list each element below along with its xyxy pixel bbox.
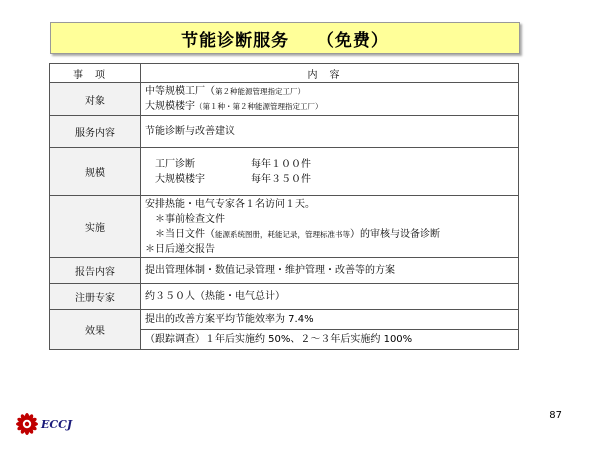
eccj-logo [16, 413, 72, 435]
impl-line1: 安排热能・电气专家各１名访问１天。 [145, 198, 315, 210]
title-main: 节能诊断服务 [181, 30, 290, 51]
row-label: 对象 [50, 83, 141, 116]
eccj-logo-icon [16, 413, 38, 435]
target-line2-note: （第１种・第２种能源管理指定工厂） [195, 102, 323, 111]
table-row-report [50, 258, 519, 284]
header-item: 事项 [50, 64, 141, 83]
table-row-service [50, 116, 519, 148]
row-content: 节能诊断与改善建议 [141, 116, 519, 148]
row-content [141, 148, 519, 196]
impl-line4: ＊日后递交报告 [145, 243, 215, 255]
table-row-scale [50, 148, 519, 196]
impl-line2: ＊事前检查文件 [155, 213, 225, 225]
page-title [50, 22, 520, 54]
row-content: 约３５０人（热能・电气总计） [141, 284, 519, 310]
row-content: 提出的改善方案平均节能效率为 7.4% [141, 310, 519, 330]
target-line2: 大规模楼宇 [145, 101, 195, 112]
scale-item2-value: 每年３５０件 [251, 173, 311, 185]
scale-item1-value: 每年１００件 [251, 158, 311, 170]
table-row-implementation [50, 196, 519, 258]
row-label: 实施 [50, 196, 141, 258]
row-content: 提出管理体制・数值记录管理・维护管理・改善等的方案 [141, 258, 519, 284]
table-row-experts [50, 284, 519, 310]
target-line1-note: 第２种能源管理指定工厂） [215, 87, 305, 96]
scale-item2-name: 大规模楼宇 [155, 173, 205, 185]
scale-item1-name: 工厂诊断 [155, 158, 195, 170]
row-content: （跟踪调查）１年后实施约 50%、２～３年后实施约 100% [141, 330, 519, 350]
eccj-logo-text: ECCJ [41, 417, 73, 431]
header-content: 内容 [141, 64, 519, 83]
row-label: 服务内容 [50, 116, 141, 148]
row-content [141, 196, 519, 258]
table-row-effect [50, 310, 519, 330]
impl-line3: ＊当日文件（能源系统图册，耗能记录，管理标准书等）的审核与设备诊断 [155, 228, 440, 240]
page-number: 87 [549, 410, 562, 421]
row-label: 注册专家 [50, 284, 141, 310]
row-label: 规模 [50, 148, 141, 196]
service-table [49, 63, 519, 350]
row-label: 效果 [50, 310, 141, 350]
row-label: 报告内容 [50, 258, 141, 284]
row-content [141, 83, 519, 116]
target-line1: 中等规模工厂（ [145, 86, 215, 97]
table-row-target [50, 83, 519, 116]
table-header-row [50, 64, 519, 83]
title-sub: （免费） [316, 30, 389, 51]
